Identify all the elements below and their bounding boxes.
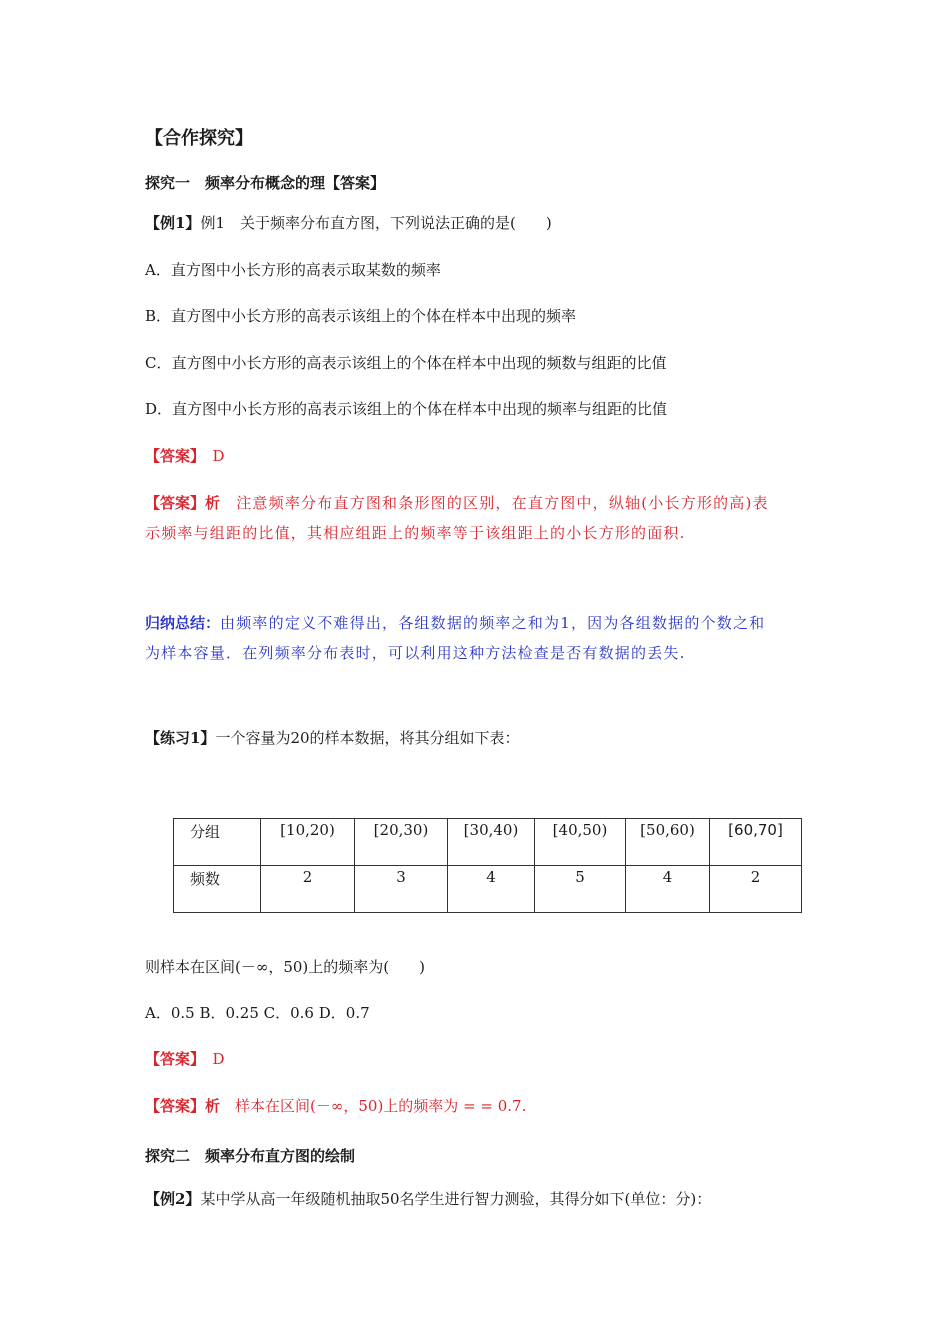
explore2-title: 探究二 频率分布直方图的绘制 (145, 1147, 356, 1165)
example2-question (145, 1188, 711, 1210)
table-cell-count: 4 (448, 866, 535, 913)
practice1-answer-value: D (197, 1050, 225, 1068)
practice1-question (145, 727, 520, 749)
table-header-label: 分组 (174, 819, 261, 866)
example1-question (145, 212, 552, 234)
example1-analysis-text1: 注意频率分布直方图和条形图的区别，在直方图中，纵轴(小长方形的高)表 (220, 494, 769, 512)
example1-option-b: B．直方图中小长方形的高表示该组上的个体在样本中出现的频率 (145, 307, 577, 325)
example1-analysis-tag: 【答案】析 (145, 494, 221, 512)
table-row-label: 频数 (174, 866, 261, 913)
example1-analysis-line2: 示频率与组距的比值，其相应组距上的频率等于该组距上的小长方形的面积. (145, 524, 686, 542)
table-cell-group: [50,60) (626, 819, 710, 866)
table-cell-count: 2 (710, 866, 802, 913)
summary-line1 (145, 612, 765, 634)
table-cell-group: [60,70] (710, 819, 802, 866)
table-cell-count: 3 (355, 866, 448, 913)
practice1-text: 一个容量为20的样本数据，将其分组如下表： (215, 729, 520, 747)
practice1-options: A．0.5 B．0.25 C．0.6 D．0.7 (145, 1004, 370, 1022)
example1-tag: 【例1】 (145, 214, 201, 232)
table-cell-group: [10,20) (261, 819, 355, 866)
summary-line2: 为样本容量．在列频率分布表时，可以利用这种方法检查是否有数据的丢失. (145, 644, 686, 662)
example1-option-a: A．直方图中小长方形的高表示取某数的频率 (145, 261, 441, 279)
table-cell-group: [20,30) (355, 819, 448, 866)
table-cell-count: 2 (261, 866, 355, 913)
table-row (174, 866, 802, 913)
practice1-subquestion: 则样本在区间(－∞，50)上的频率为( ) (145, 958, 425, 976)
practice1-analysis-tag: 【答案】析 (145, 1097, 221, 1115)
practice1-analysis (145, 1095, 526, 1117)
table-cell-group: [30,40) (448, 819, 535, 866)
example1-option-d: D．直方图中小长方形的高表示该组上的个体在样本中出现的频率与组距的比值 (145, 400, 668, 418)
practice1-tag: 【练习1】 (145, 729, 216, 747)
example2-text: 某中学从高一年级随机抽取50名学生进行智力测验，其得分如下(单位：分)： (200, 1190, 712, 1208)
summary-tag: 归纳总结： (145, 614, 221, 632)
table-cell-count: 4 (626, 866, 710, 913)
practice1-answer (145, 1048, 225, 1070)
grouping-table (173, 818, 802, 913)
example1-answer (145, 445, 225, 467)
practice1-answer-tag: 【答案】 (145, 1050, 198, 1068)
example2-tag: 【例2】 (145, 1190, 201, 1208)
example1-analysis-line1 (145, 492, 769, 514)
table-row (174, 819, 802, 866)
table-cell-count: 5 (535, 866, 626, 913)
summary-text1: 由频率的定义不难得出，各组数据的频率之和为1，因为各组数据的个数之和 (220, 614, 766, 632)
example1-answer-value: D (197, 447, 225, 465)
practice1-analysis-text: 样本在区间(－∞，50)上的频率为 = = 0.7. (220, 1097, 527, 1115)
section-title: 【合作探究】 (145, 128, 253, 149)
example1-answer-tag: 【答案】 (145, 447, 198, 465)
explore1-title: 探究一 频率分布概念的理【答案】 (145, 174, 386, 192)
table-cell-group: [40,50) (535, 819, 626, 866)
example1-text: 例1 关于频率分布直方图，下列说法正确的是( ) (200, 214, 552, 232)
example1-option-c: C．直方图中小长方形的高表示该组上的个体在样本中出现的频数与组距的比值 (145, 354, 667, 372)
